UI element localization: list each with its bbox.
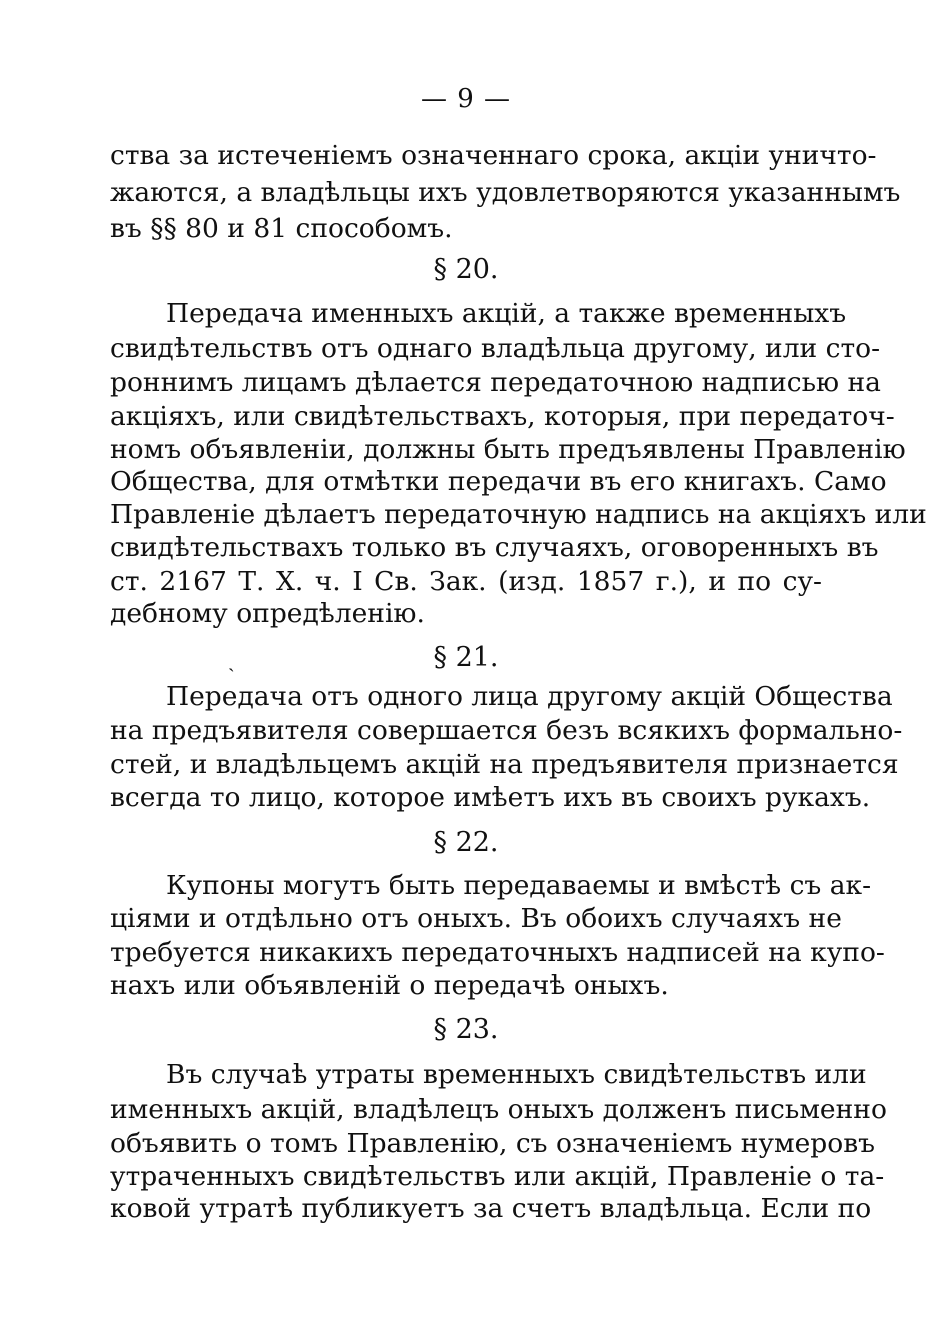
text-line: всегда то лицо, которое имѣетъ ихъ въ своихъ рукахъ. — [110, 782, 871, 813]
section-heading-22: § 22. — [433, 827, 499, 858]
text-line: Общества, для отмѣтки передачи въ его книгахъ. Само — [110, 466, 887, 497]
text-line: на предъявителя совершается безъ всякихъ формально- — [110, 715, 903, 746]
text-line: ціями и отдѣльно отъ оныхъ. Въ обоихъ случаяхъ не — [110, 903, 842, 934]
text-line: Передача отъ одного лица другому акцій Общества — [166, 681, 893, 712]
text-line: дебному опредѣленію. — [110, 598, 425, 629]
section-heading-21: § 21. — [433, 642, 499, 673]
text-line: именныхъ акцій, владѣлецъ оныхъ долженъ письменно — [110, 1094, 887, 1125]
text-line: въ §§ 80 и 81 способомъ. — [110, 213, 453, 244]
text-line: Въ случаѣ утраты временныхъ свидѣтельствъ или — [166, 1059, 867, 1090]
text-line: объявить о томъ Правленію, съ означеніемъ нумеровъ — [110, 1128, 875, 1159]
text-line: ст. 2167 Т. X. ч. I Св. Зак. (изд. 1857 г.), и по су- — [110, 566, 822, 597]
text-line: утраченныхъ свидѣтельствъ или акцій, Правленіе о та- — [110, 1161, 885, 1192]
text-line: свидѣтельствъ отъ однаго владѣльца другому, или сто- — [110, 333, 881, 364]
text-line: ковой утратѣ публикуетъ за счетъ владѣльца. Если по — [110, 1193, 872, 1224]
text-line: Передача именныхъ акцій, а также временныхъ — [166, 298, 847, 329]
section-heading-20: § 20. — [433, 254, 499, 285]
text-line: ства за истеченіемъ означеннаго срока, акціи уничто- — [110, 140, 877, 171]
text-line: жаются, а владѣльцы ихъ удовлетворяются указаннымъ — [110, 177, 901, 208]
text-line: номъ объявленіи, должны быть предъявлены Правленію — [110, 434, 906, 465]
section-heading-23: § 23. — [433, 1014, 499, 1045]
text-line: свидѣтельствахъ только въ случаяхъ, оговоренныхъ въ — [110, 532, 879, 563]
text-line: Правленіе дѣлаетъ передаточную надпись на акціяхъ или — [110, 499, 927, 530]
text-line: требуется никакихъ передаточныхъ надписей на купо- — [110, 937, 885, 968]
text-line: стей, и владѣльцемъ акцій на предъявителя признается — [110, 749, 899, 780]
print-speck: ˎ — [228, 648, 235, 672]
text-line: Купоны могутъ быть передаваемы и вмѣстѣ съ ак- — [166, 870, 872, 901]
text-line: акціяхъ, или свидѣтельствахъ, которыя, при передаточ- — [110, 401, 895, 432]
text-line: роннимъ лицамъ дѣлается передаточною надписью на — [110, 367, 881, 398]
page-number: — 9 — — [420, 84, 512, 114]
text-line: нахъ или объявленій о передачѣ оныхъ. — [110, 970, 669, 1001]
